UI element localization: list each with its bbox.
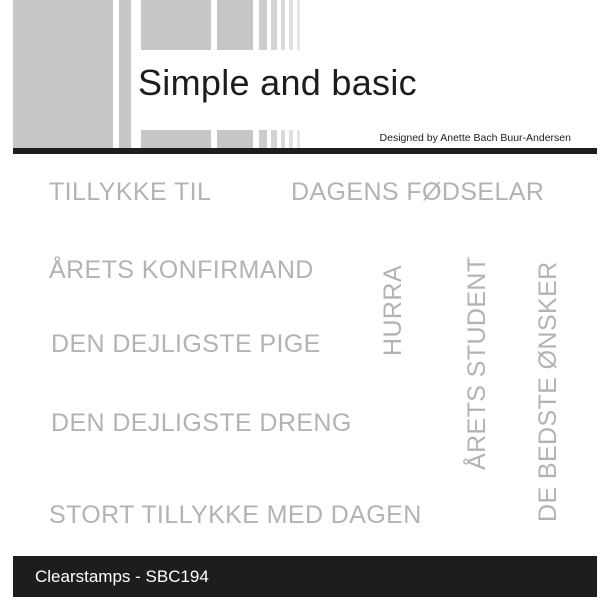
designer-credit: Designed by Anette Bach Buur-Andersen xyxy=(379,132,571,144)
product-code: Clearstamps - SBC194 xyxy=(35,567,209,586)
stamp-arets-konfirmand: ÅRETS KONFIRMAND xyxy=(49,256,314,284)
stripe xyxy=(13,0,113,148)
footer-bar xyxy=(13,556,597,597)
stripe xyxy=(119,0,131,148)
stamp-dagens-fodselar: DAGENS FØDSELAR xyxy=(291,178,545,206)
stamp-hurra: HURRA xyxy=(379,265,407,356)
stamp-arets-student: ÅRETS STUDENT xyxy=(463,256,491,470)
header-divider xyxy=(13,148,597,154)
product-card xyxy=(13,0,597,597)
stamp-de-bedste-onsker: DE BEDSTE ØNSKER xyxy=(534,261,562,522)
stamp-den-dejligste-dreng: DEN DEJLIGSTE DRENG xyxy=(51,409,352,437)
stamp-tillykke-til: TILLYKKE TIL xyxy=(49,178,212,206)
product-title: Simple and basic xyxy=(138,62,417,103)
stamp-stort-tillykke: STORT TILLYKKE MED DAGEN xyxy=(49,501,422,529)
stamp-den-dejligste-pige: DEN DEJLIGSTE PIGE xyxy=(51,330,321,358)
